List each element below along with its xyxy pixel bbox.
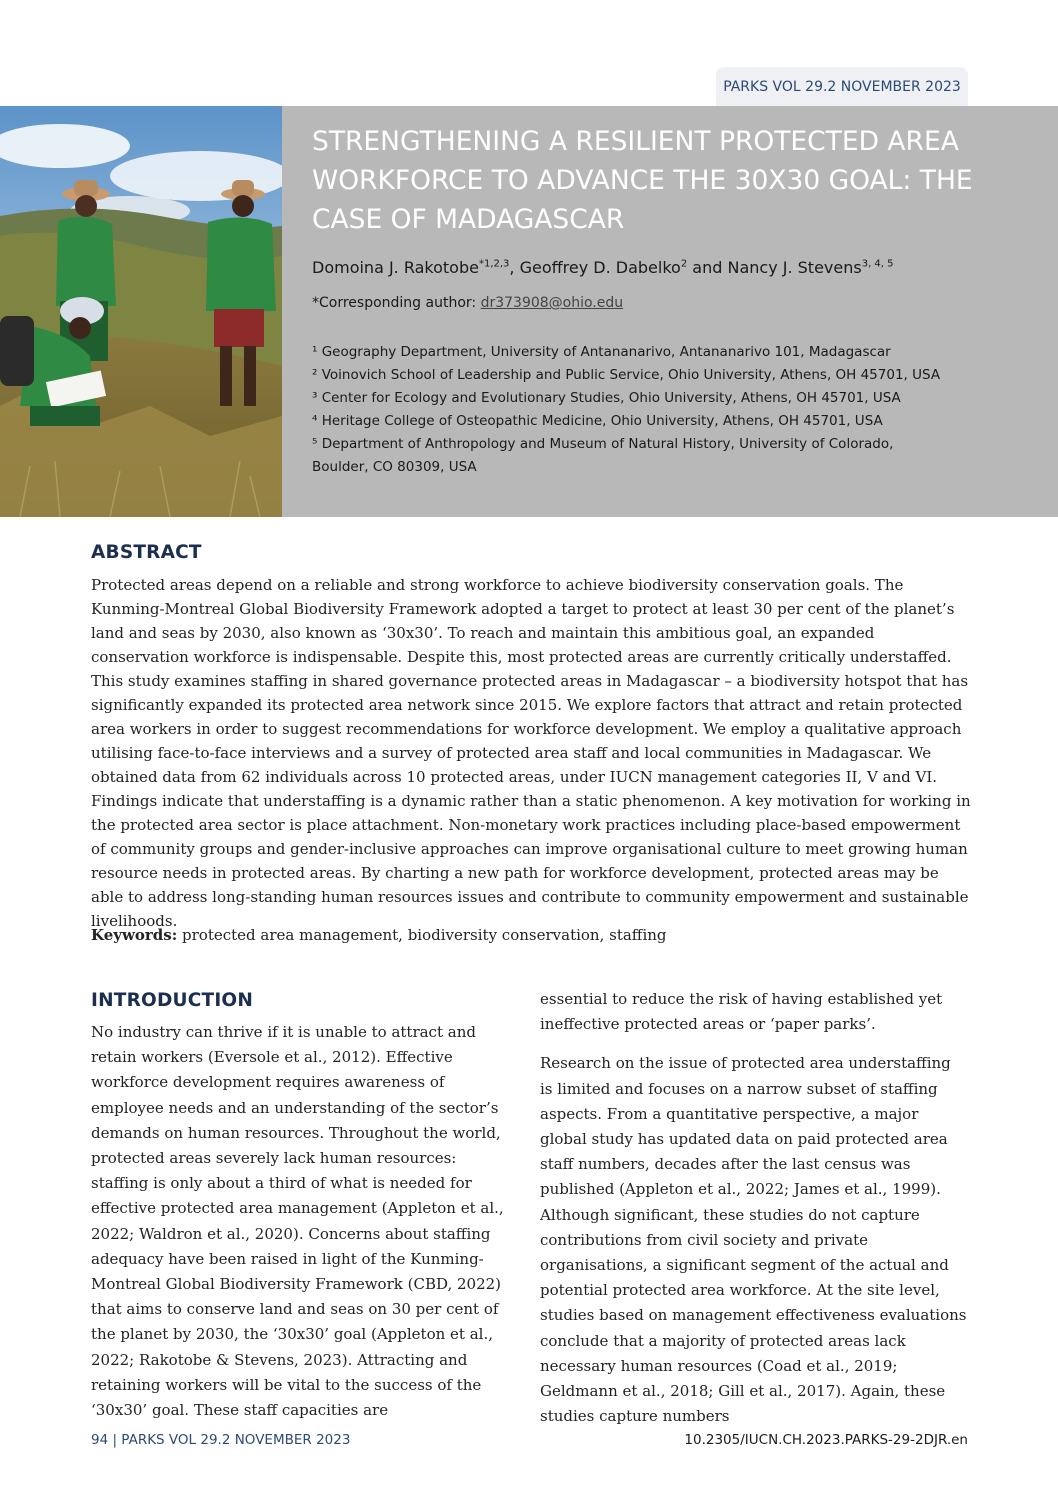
title-line-3: CASE OF MADAGASCAR xyxy=(312,204,625,235)
introduction-heading: INTRODUCTION xyxy=(91,990,254,1011)
affiliation-3: ³ Center for Ecology and Evolutionary Studies, Ohio University, Athens, OH 45701, USA xyxy=(312,390,901,406)
author-3-affil: 3, 4, 5 xyxy=(861,258,894,270)
title-line-1: STRENGTHENING A RESILIENT PROTECTED AREA xyxy=(312,126,959,157)
author-3: and Nancy J. Stevens xyxy=(687,258,862,277)
affiliation-list xyxy=(312,341,1012,479)
intro-column-right xyxy=(540,987,968,1443)
affiliation-5: ⁵ Department of Anthropology and Museum of Natural History, University of Colorado, xyxy=(312,436,894,452)
affiliation-4: ⁴ Heritage College of Osteopathic Medicine, Ohio University, Athens, OH 45701, USA xyxy=(312,413,883,429)
abstract-heading: ABSTRACT xyxy=(91,542,202,563)
abstract-text: Protected areas depend on a reliable and strong workforce to achieve biodiversity conservation goals. The Kunming-Montreal Global Biodiversity Framework adopted a target to protect at least 30 per cent of the planet’s land and seas by 2030, also known as ‘30x30’. To reach and maintain this ambitious goal, an expanded conservation workforce is indispensable. Despite this, most protected areas are currently critically understaffed. This study examines staffing in shared governance protected areas in Madagascar – a biodiversity hotspot that has significantly expanded its protected area network since 2015. We explore factors that attract and retain protected area workers in order to suggest recommendations for workforce development. We employ a qualitative approach utilising face-to-face interviews and a survey of protected area staff and local communities in Madagascar. We obtained data from 62 individuals across 10 protected areas, under IUCN management categories II, V and VI. Findings indicate that understaffing is a dynamic rather than a static phenomenon. A key motivation for working in the protected area sector is place attachment. Non-monetary work practices including place-based empowerment of community groups and gender-inclusive approaches can improve organisational culture to meet growing human resource needs in protected areas. By charting a new path for workforce development, protected areas may be able to address long-standing human resources issues and contribute to community empowerment and sustainable livelihoods. xyxy=(91,576,971,930)
author-list xyxy=(312,258,1012,277)
author-1: Domoina J. Rakotobe xyxy=(312,258,479,277)
corresponding-author xyxy=(312,295,623,311)
intro-column-left xyxy=(91,1020,517,1437)
footer-page-info: 94 | PARKS VOL 29.2 NOVEMBER 2023 xyxy=(91,1432,351,1448)
author-1-affil: *1,2,3 xyxy=(478,258,510,270)
affiliation-5-cont: Boulder, CO 80309, USA xyxy=(312,459,477,475)
author-2-affil: 2 xyxy=(680,258,688,270)
affiliation-1: ¹ Geography Department, University of Antananarivo, Antananarivo 101, Madagascar xyxy=(312,344,891,360)
journal-issue-tab: PARKS VOL 29.2 NOVEMBER 2023 xyxy=(716,67,968,107)
author-2: , Geoffrey D. Dabelko xyxy=(509,258,681,277)
footer-doi: 10.2305/IUCN.CH.2023.PARKS-29-2DJR.en xyxy=(684,1432,968,1448)
intro-paragraph-1: No industry can thrive if it is unable to attract and retain workers (Eversole et al., 2012). Effective workforce development requires awareness of employee needs and an understanding of the sector’s demands on human resources. Throughout the world, protected areas severely lack human resources: staffing is only about a third of what is needed for effective protected area management (Appleton et al., 2022; Waldron et al., 2020). Concerns about staffing adequacy have been raised in light of the Kunming-Montreal Global Biodiversity Framework (CBD, 2022) that aims to conserve land and seas on 30 per cent of the planet by 2030, the ‘30x30’ goal (Appleton et al., 2022; Rakotobe & Stevens, 2023). Attracting and retaining workers will be vital to the success of the ‘30x30’ goal. These staff capacities are xyxy=(91,1023,504,1420)
rangers-field-photo xyxy=(0,106,282,517)
affiliation-2: ² Voinovich School of Leadership and Public Service, Ohio University, Athens, OH 45701, USA xyxy=(312,367,941,383)
intro-paragraph-2: Research on the issue of protected area understaffing is limited and focuses on a narrow subset of staffing aspects. From a quantitative perspective, a major global study has updated data on paid protected area staff numbers, decades after the last census was published (Appleton et al., 2022; James et al., 1999). Although significant, these studies do not capture contributions from civil society and private organisations, a significant segment of the actual and potential protected area workforce. At the site level, studies based on management effectiveness evaluations conclude that a majority of protected areas lack necessary human resources (Coad et al., 2019; Geldmann et al., 2018; Gill et al., 2017). Again, these studies capture numbers xyxy=(540,1054,967,1426)
article-title xyxy=(312,122,1002,239)
corresponding-label: *Corresponding author: xyxy=(312,295,481,311)
intro-paragraph-1-cont: essential to reduce the risk of having established yet ineffective protected areas or ‘paper parks’. xyxy=(540,990,943,1034)
title-line-2: WORKFORCE TO ADVANCE THE 30X30 GOAL: THE xyxy=(312,165,973,196)
keywords-label: Keywords: xyxy=(91,926,178,944)
keywords-list: protected area management, biodiversity conservation, staffing xyxy=(177,926,667,944)
keywords xyxy=(91,923,971,947)
corresponding-email-link[interactable]: dr373908@ohio.edu xyxy=(480,295,624,311)
